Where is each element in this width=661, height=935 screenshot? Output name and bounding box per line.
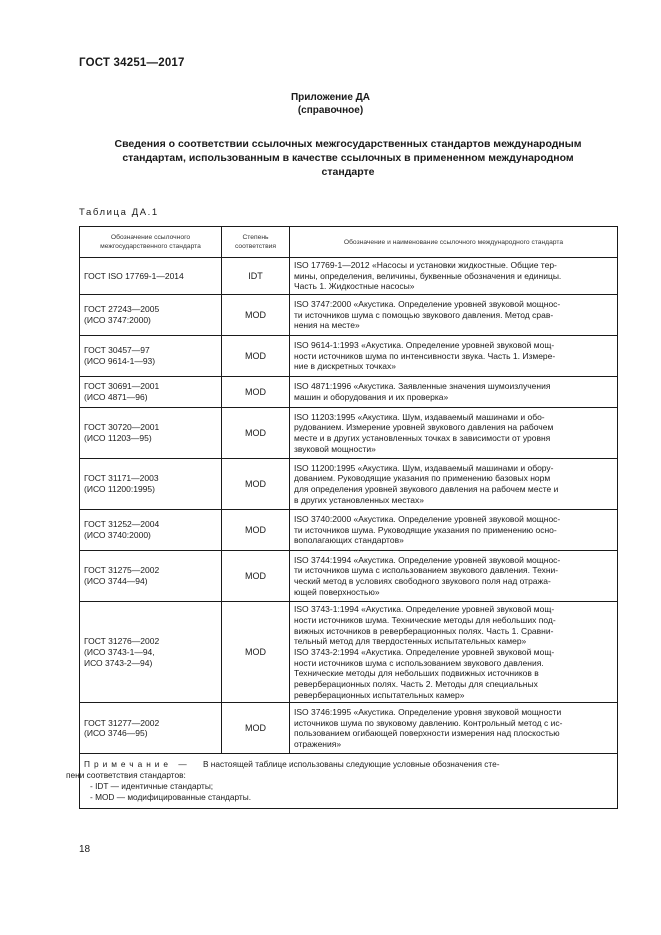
gost-standard-line: ГОСТ ISO 17769-1—2014: [84, 270, 184, 281]
standards-table: [66, 226, 618, 809]
gost-standard-line: ГОСТ 31277—2002: [84, 717, 160, 728]
international-standard-line: ISO 17769-1—2012 «Насосы и установки жидкостные. Общие тер-: [294, 260, 557, 270]
international-standard-line: вижных источников в реверберационных полях. Часть 1. Сравни-: [294, 625, 554, 636]
international-standard-line: ISO 11200:1995 «Акустика. Шум, издаваемый машинами и обору-: [294, 462, 554, 473]
gost-standard-cell: [80, 459, 222, 510]
degree-cell: IDT: [222, 258, 290, 295]
international-standard-line: ти источников шума с использованием звукового давления. Техни-: [294, 565, 559, 576]
international-standard-line: ти источников шума с помощью звукового давления. Метод срав-: [294, 309, 554, 320]
international-standard-line: ISO 11203:1995 «Акустика. Шум, издаваемый машинами и обо-: [294, 411, 545, 422]
gost-standard-line: (ИСО 3743-1—94,: [84, 646, 155, 657]
table-row: [80, 510, 618, 551]
international-standard-line: тельный метод для твердостенных испытательных камер»: [294, 636, 527, 647]
international-standard-line: ческий метод в условиях свободного звукового поля над отража-: [294, 576, 551, 587]
gost-standard-line: ГОСТ 31252—2004: [84, 519, 160, 530]
note-text: В настоящей таблице использованы следующие условные обозначения сте-: [202, 759, 500, 770]
international-standard-line: машин и оборудования и их проверка»: [294, 392, 449, 403]
degree-cell: MOD: [222, 459, 290, 510]
international-standard-line: ности источников шума. Технические методы для небольших под-: [294, 614, 556, 625]
degree-cell: MOD: [222, 510, 290, 551]
header-line: межгосударственного стандарта: [100, 243, 201, 250]
table-note: [66, 754, 618, 809]
international-standard-line: Технические методы для небольших подвижных источников в: [294, 668, 539, 679]
header-gost-standard: [80, 227, 222, 258]
gost-standard-line: (ИСО 3746—95): [84, 728, 148, 739]
international-standard-cell: [290, 295, 618, 336]
note-label: Примечание: [84, 759, 173, 770]
table-row: [80, 258, 618, 295]
international-standard-cell: [290, 602, 618, 703]
gost-standard-line: ИСО 3743-2—94): [84, 657, 153, 668]
table-row: [80, 377, 618, 408]
gost-standard-cell: [80, 408, 222, 459]
gost-standard-line: ГОСТ 30457—97: [84, 345, 150, 356]
heading-line: стандартам, использованным в качестве ссылочных в примененном международном: [122, 152, 574, 164]
note-text-continued: пени соответствия стандартов:: [66, 770, 186, 781]
gost-standard-cell: [80, 336, 222, 377]
international-standard-line: отражения»: [294, 739, 342, 750]
international-standard-cell: [290, 408, 618, 459]
international-standard-line: мины, определения, величины, буквенные обозначения и единицы.: [294, 270, 562, 281]
international-standard-line: дованием. Руководящие указания по применению базовых норм: [294, 473, 551, 484]
international-standard-line: пользованием огибающей поверхности измерения над плоскостью: [294, 728, 560, 739]
international-standard-line: вополагающих стандартов»: [294, 535, 404, 546]
degree-cell: MOD: [222, 602, 290, 703]
document-code: ГОСТ 34251—2017: [79, 57, 185, 69]
international-standard-cell: [290, 336, 618, 377]
gost-standard-line: ГОСТ 30720—2001: [84, 422, 160, 433]
international-standard-line: звуковой мощности»: [294, 443, 376, 454]
international-standard-line: ности источников шума по интенсивности звука. Часть 1. Измере-: [294, 350, 556, 361]
international-standard-line: реверберационных испытательных камер»: [294, 689, 465, 700]
gost-standard-line: (ИСО 3747:2000): [84, 315, 151, 326]
header-line: соответствия: [234, 243, 277, 250]
gost-standard-line: (ИСО 3740:2000): [84, 530, 151, 541]
page-number: 18: [79, 844, 91, 855]
table-caption: Таблица ДА.1: [79, 207, 159, 218]
heading-line: стандарте: [321, 166, 375, 178]
table-row: [80, 602, 618, 703]
international-standard-line: источников шума по звуковому давлению. Контрольный метод с ис-: [294, 717, 563, 728]
header-line: Обозначение ссылочного: [110, 234, 191, 241]
gost-standard-line: ГОСТ 31276—2002: [84, 636, 160, 647]
table-row: [80, 459, 618, 510]
table-row: [80, 551, 618, 602]
international-standard-cell: [290, 703, 618, 754]
international-standard-cell: [290, 551, 618, 602]
gost-standard-line: ГОСТ 31275—2002: [84, 565, 160, 576]
gost-standard-line: ГОСТ 27243—2005: [84, 304, 160, 315]
header-international-standard: Обозначение и наименование ссылочного международного стандарта: [290, 227, 618, 258]
note-item-idt: - IDT — идентичные стандарты;: [90, 781, 214, 792]
international-standard-cell: [290, 258, 618, 295]
gost-standard-cell: [80, 602, 222, 703]
gost-standard-line: ГОСТ 31171—2003: [84, 473, 159, 484]
gost-standard-line: (ИСО 4871—96): [84, 392, 148, 403]
international-standard-line: ности источников шума с использованием звукового давления.: [294, 657, 544, 668]
international-standard-line: нения на месте»: [294, 320, 360, 331]
note-dash: —: [178, 759, 187, 770]
degree-cell: MOD: [222, 408, 290, 459]
international-standard-line: ющей поверхностью»: [294, 586, 380, 597]
table-row: [80, 703, 618, 754]
table-header-row: [80, 227, 618, 258]
gost-standard-cell: [80, 295, 222, 336]
international-standard-line: ISO 3744:1994 «Акустика. Определение уровней звуковой мощнос-: [294, 554, 561, 565]
gost-standard-line: (ИСО 9614-1—93): [84, 356, 156, 367]
degree-cell: MOD: [222, 703, 290, 754]
international-standard-cell: [290, 510, 618, 551]
international-standard-line: ние в дискретных точках»: [294, 361, 396, 372]
international-standard-line: ISO 9614-1:1993 «Акустика. Определение уровней звуковой мощ-: [294, 340, 555, 351]
header-degree: [222, 227, 290, 258]
gost-standard-line: (ИСО 11200:1995): [84, 484, 155, 495]
international-standard-line: рудованием. Измерение уровней звукового давления на рабочем: [294, 422, 554, 433]
gost-standard-cell: [80, 703, 222, 754]
gost-standard-line: (ИСО 3744—94): [84, 576, 148, 587]
international-standard-line: для определения уровней звукового давления на рабочем месте и: [294, 484, 559, 495]
degree-cell: MOD: [222, 336, 290, 377]
international-standard-line: ISO 3743-2:1994 «Акустика. Определение уровней звуковой мощ-: [294, 646, 555, 657]
table-row: [80, 336, 618, 377]
degree-cell: MOD: [222, 377, 290, 408]
degree-cell: MOD: [222, 295, 290, 336]
international-standard-line: ISO 3743-1:1994 «Акустика. Определение уровней звуковой мощ-: [294, 604, 555, 615]
international-standard-line: ти источников шума. Руководящие указания по применению осно-: [294, 524, 557, 535]
table-body: [80, 258, 618, 754]
gost-standard-line: (ИСО 11203—95): [84, 433, 152, 444]
note-item-mod: - MOD — модифицированные стандарты.: [90, 792, 252, 803]
international-standard-cell: [290, 377, 618, 408]
international-standard-line: ISO 3747:2000 «Акустика. Определение уровней звуковой мощнос-: [294, 299, 561, 310]
heading-line: Сведения о соответствии ссылочных межгосударственных стандартов международным: [114, 138, 582, 150]
international-standard-line: месте и в других установленных точках в зависимости от уровня: [294, 433, 551, 444]
section-heading: [79, 137, 617, 179]
international-standard-line: в других установленных местах»: [294, 494, 424, 505]
appendix-note: (справочное): [297, 105, 364, 116]
international-standard-line: реверберационных полях. Часть 2. Методы для специальных: [294, 679, 538, 690]
international-standard-line: ISO 4871:1996 «Акустика. Заявленные значения шумоизлучения: [294, 381, 551, 392]
appendix-title: Приложение ДА: [290, 92, 371, 103]
appendix-header: [0, 91, 661, 117]
international-standard-cell: [290, 459, 618, 510]
gost-standard-cell: [80, 510, 222, 551]
gost-standard-cell: [80, 377, 222, 408]
note-row: [80, 754, 618, 809]
header-line: Степень: [242, 234, 269, 241]
gost-standard-line: ГОСТ 30691—2001: [84, 381, 160, 392]
table-row: [80, 408, 618, 459]
international-standard-line: ISO 3740:2000 «Акустика. Определение уровней звуковой мощнос-: [294, 514, 561, 525]
international-standard-line: ISO 3746:1995 «Акустика. Определение уровня звуковой мощности: [294, 707, 562, 718]
table-row: [80, 295, 618, 336]
degree-cell: MOD: [222, 551, 290, 602]
gost-standard-cell: [80, 551, 222, 602]
international-standard-line: Часть 1. Жидкостные насосы»: [294, 281, 415, 292]
gost-standard-cell: [80, 258, 222, 295]
